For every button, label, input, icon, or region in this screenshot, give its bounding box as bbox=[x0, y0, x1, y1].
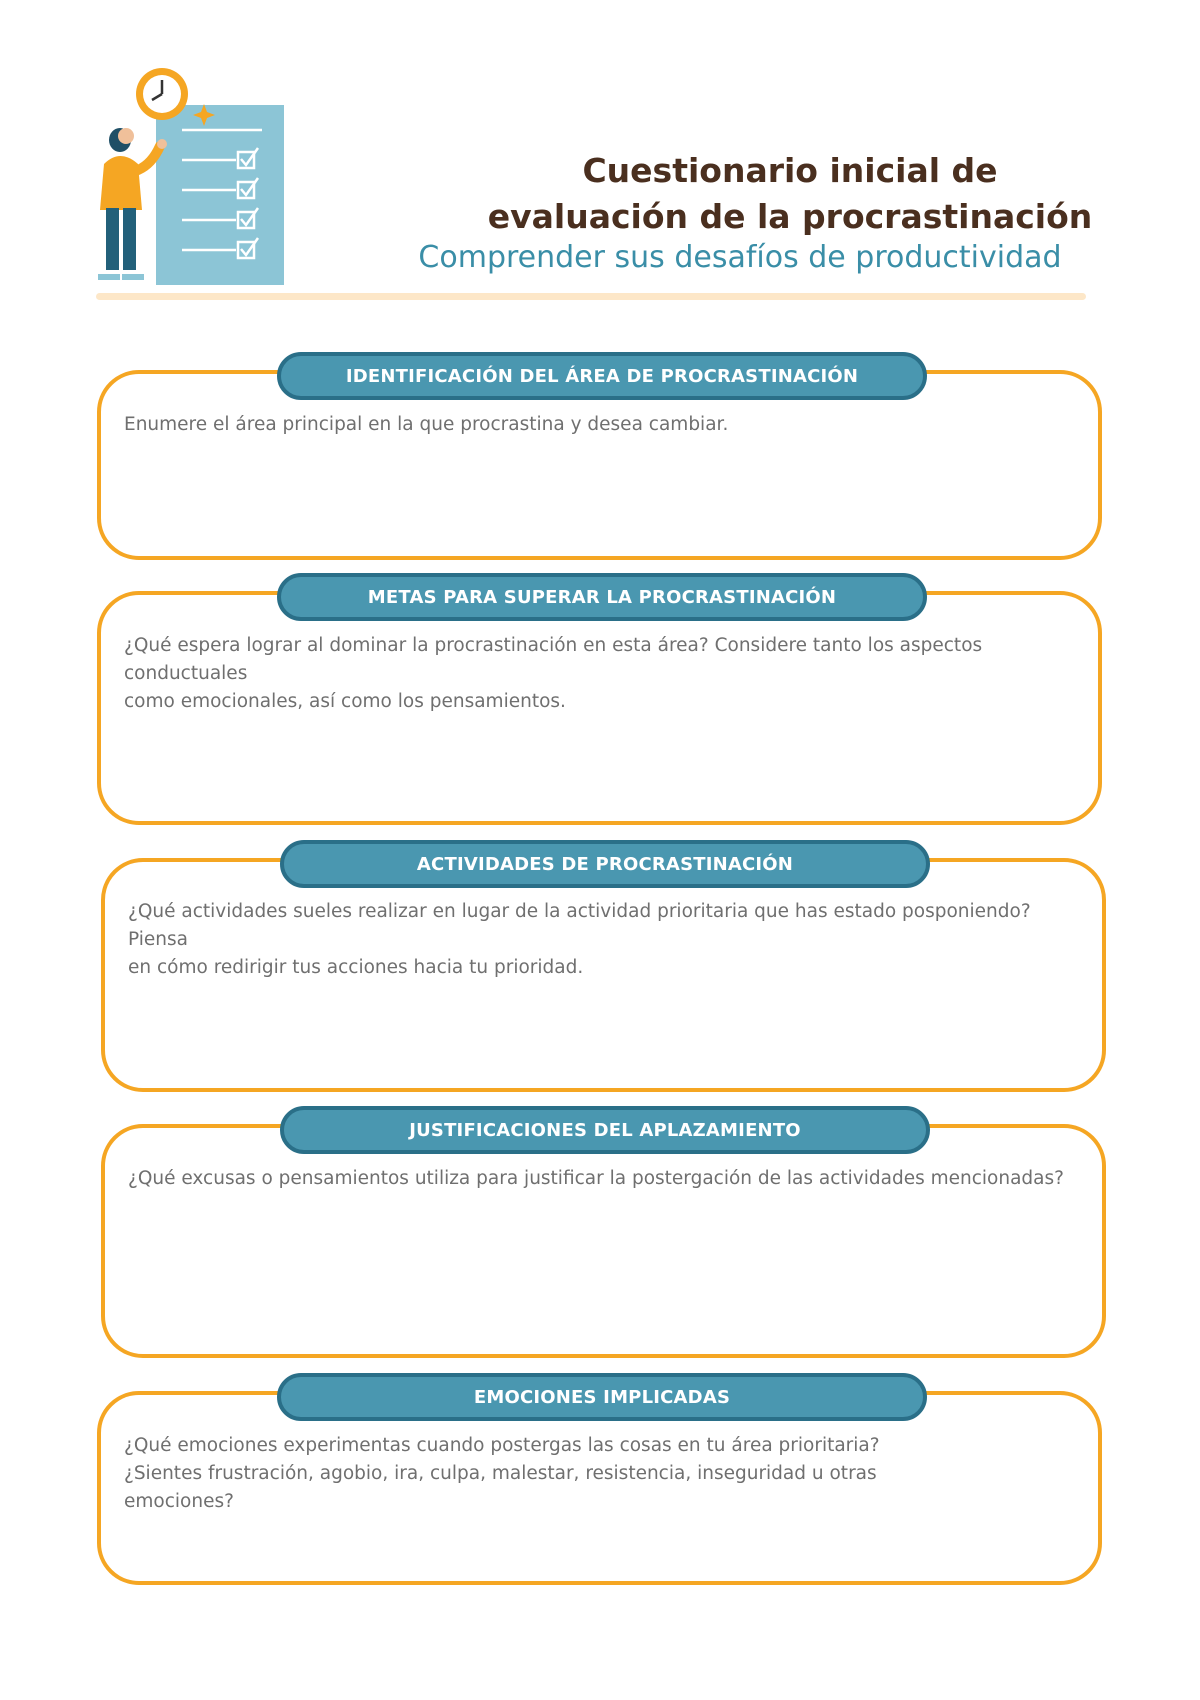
prompt-line: emociones? bbox=[124, 1491, 234, 1512]
section-heading-emotions: EMOCIONES IMPLICADAS bbox=[277, 1373, 927, 1421]
prompt-line: como emocionales, así como los pensamientos. bbox=[124, 691, 566, 712]
section-prompt-activities bbox=[128, 898, 1088, 982]
prompt-line: ¿Qué actividades sueles realizar en lugar de la actividad prioritaria que has estado posponiendo? Piensa bbox=[128, 901, 1031, 950]
page-title-line2: evaluación de la procrastinación bbox=[487, 197, 1093, 236]
section-box-justifications[interactable] bbox=[101, 1124, 1106, 1358]
prompt-line: Enumere el área principal en la que procrastina y desea cambiar. bbox=[124, 414, 729, 435]
prompt-line: ¿Qué espera lograr al dominar la procrastinación en esta área? Considere tanto los aspectos conductuales bbox=[124, 635, 983, 684]
section-heading-justifications: JUSTIFICACIONES DEL APLAZAMIENTO bbox=[280, 1106, 930, 1154]
section-heading-activities: ACTIVIDADES DE PROCRASTINACIÓN bbox=[280, 840, 930, 888]
section-heading-area: IDENTIFICACIÓN DEL ÁREA DE PROCRASTINACIÓN bbox=[277, 352, 927, 400]
section-heading-goals: METAS PARA SUPERAR LA PROCRASTINACIÓN bbox=[277, 573, 927, 621]
clipboard-icon bbox=[156, 105, 284, 285]
section-prompt-emotions bbox=[124, 1432, 1084, 1516]
section-prompt-area bbox=[124, 411, 1084, 439]
page-title bbox=[470, 148, 1110, 240]
prompt-line: ¿Qué emociones experimentas cuando postergas las cosas en tu área prioritaria? bbox=[124, 1435, 880, 1456]
section-prompt-goals bbox=[124, 632, 1084, 716]
checklist-person-illustration bbox=[90, 60, 300, 310]
prompt-line: en cómo redirigir tus acciones hacia tu prioridad. bbox=[128, 957, 584, 978]
section-prompt-justifications bbox=[128, 1165, 1088, 1193]
prompt-line: ¿Qué excusas o pensamientos utiliza para justificar la postergación de las actividades mencionadas? bbox=[128, 1168, 1064, 1189]
page-subtitle: Comprender sus desafíos de productividad bbox=[418, 240, 1062, 275]
page-title-line1: Cuestionario inicial de bbox=[582, 151, 998, 190]
clock-icon bbox=[136, 68, 188, 120]
prompt-line: ¿Sientes frustración, agobio, ira, culpa, malestar, resistencia, inseguridad u otras bbox=[124, 1463, 877, 1484]
header-divider bbox=[96, 293, 1086, 300]
